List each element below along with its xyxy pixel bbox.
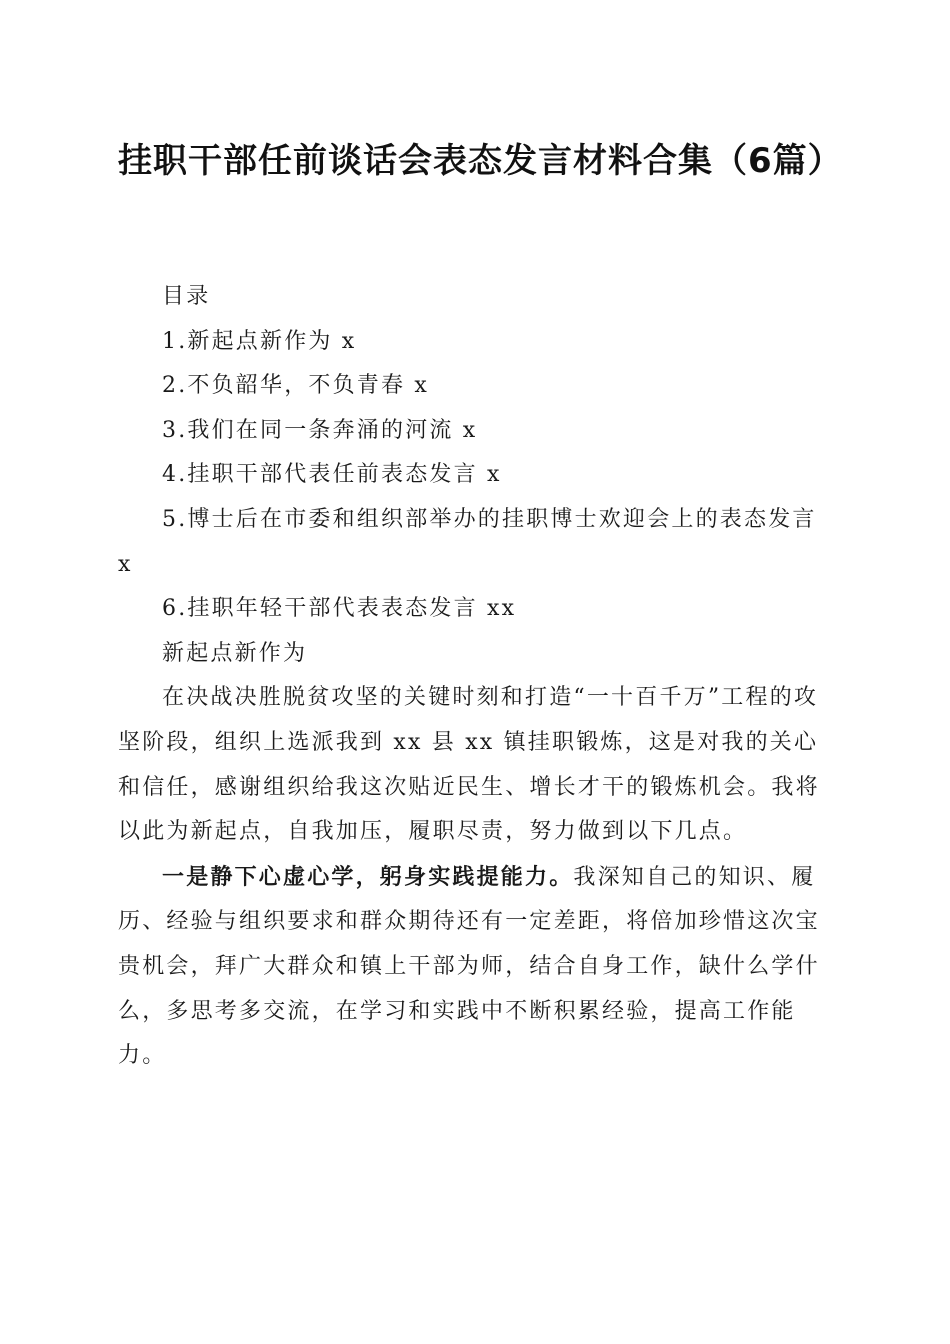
point-lead: 一是静下心虚心学，躬身实践提能力。 [162, 863, 574, 890]
toc-item: 3.我们在同一条奔涌的河流 x [162, 417, 478, 443]
point-body: 我深知自己的知识、履历、经验与组织要求和群众期待还有一定差距，将倍加珍惜这次宝贵机会，拜广大群众和镇上干部为师，结合自身工作，缺什么学什么，多思考多交流，在学习和实践中不断积累经验，提高工作能力。 [118, 864, 820, 1069]
toc-item: 5.博士后在市委和组织部举办的挂职博士欢迎会上的表态发言 x [118, 506, 817, 577]
body-paragraph-point-1 [118, 855, 832, 1079]
document-title: 挂职干部任前谈话会表态发言材料合集（6篇） [118, 141, 843, 181]
document-body [118, 275, 832, 1079]
section-heading: 新起点新作为 [162, 640, 308, 666]
body-paragraph: 在决战决胜脱贫攻坚的关键时刻和打造“一十百千万”工程的攻坚阶段，组织上选派我到 xx 县 xx 镇挂职锻炼，这是对我的关心和信任，感谢组织给我这次贴近民生、增长才干的锻炼机会。我将以此为新起点，自我加压，履职尽责，努力做到以下几点。 [118, 685, 820, 845]
toc-item: 1.新起点新作为 x [162, 328, 357, 354]
toc-item: 6.挂职年轻干部代表表态发言 xx [162, 596, 517, 622]
toc-item: 2.不负韶华，不负青春 x [162, 373, 429, 399]
toc-item: 4.挂职干部代表任前表态发言 x [162, 462, 502, 488]
toc-heading: 目录 [162, 284, 211, 309]
